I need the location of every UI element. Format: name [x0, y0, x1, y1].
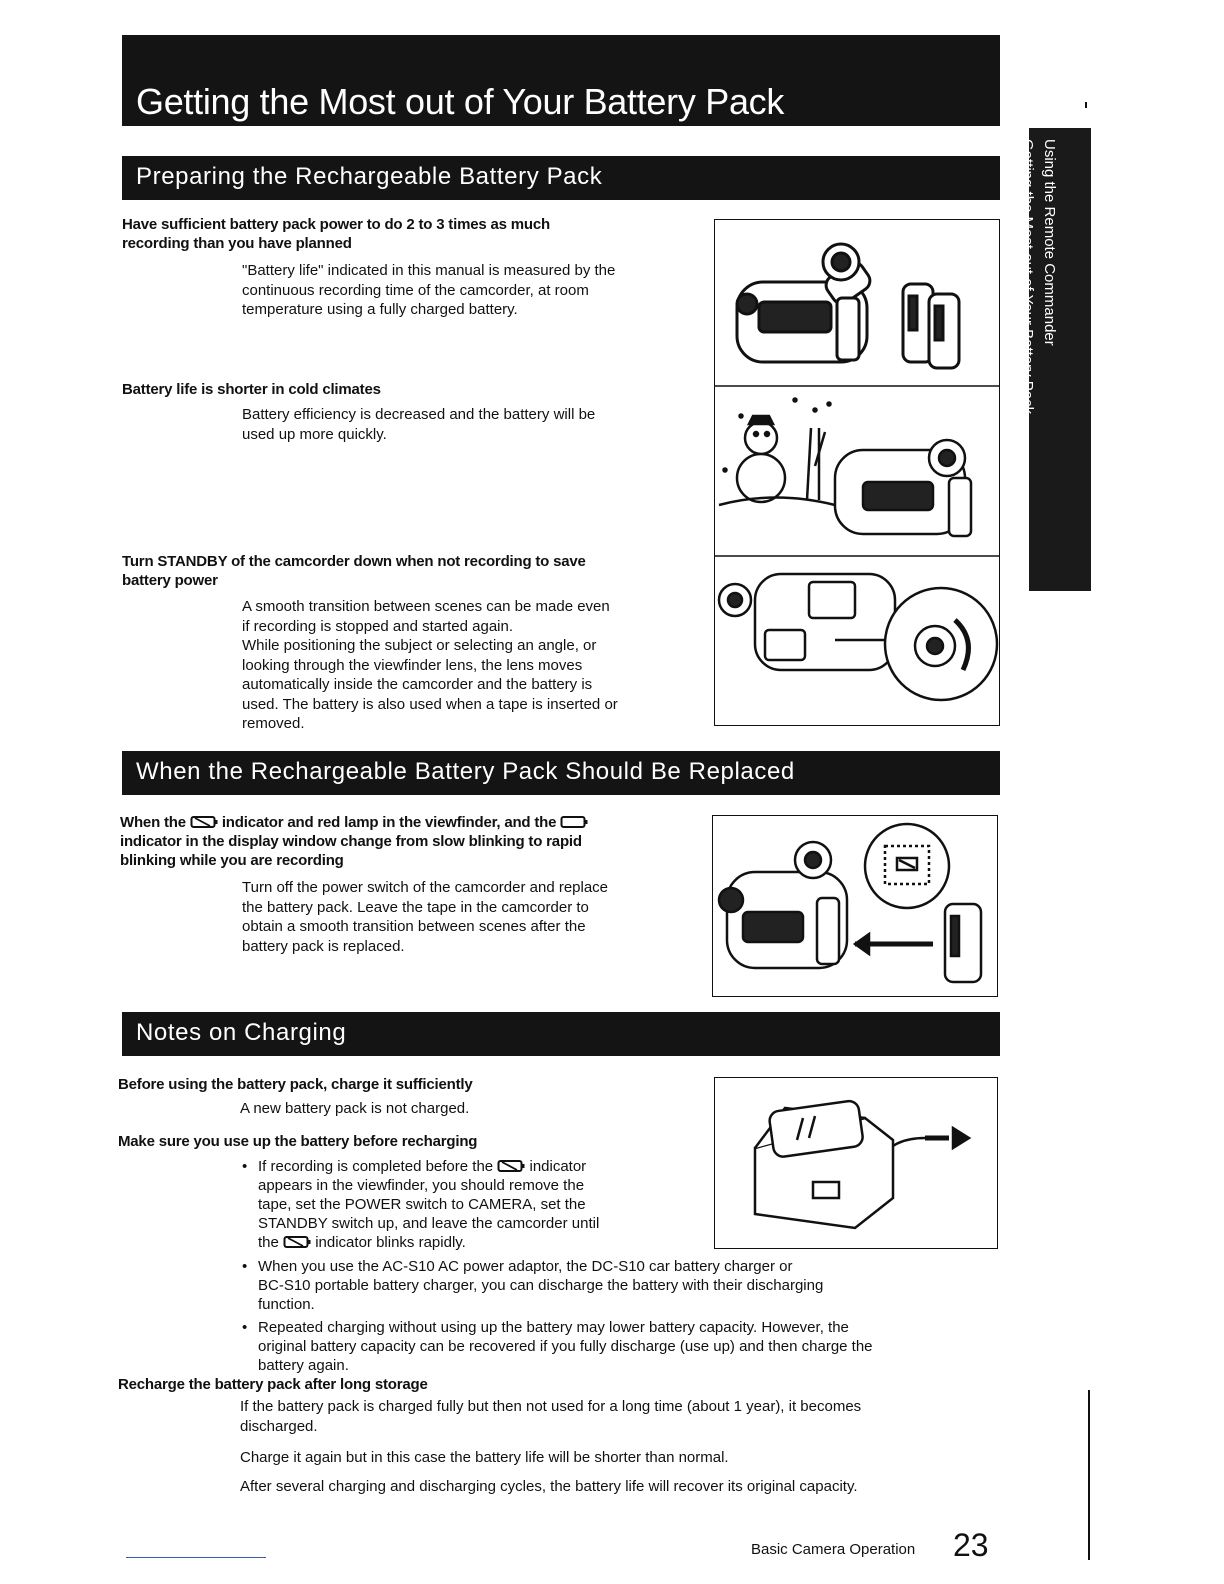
- page-title-bar: [122, 35, 1000, 126]
- charging-item1-title: Before using the battery pack, charge it sufficiently: [118, 1076, 473, 1093]
- battery-empty-icon: [283, 1235, 311, 1249]
- camcorder-with-batteries-icon: [737, 244, 959, 368]
- footer-label: Basic Camera Operation: [751, 1541, 916, 1558]
- margin-rule: [1088, 1390, 1090, 1560]
- battery-charger-illustration-icon: [755, 1100, 969, 1228]
- snowman-camcorder-icon: [719, 399, 971, 537]
- side-tab-line-2: Getting the Most out of Your Battery Pack: [1019, 139, 1036, 415]
- preparing-item2-title: Battery life is shorter in cold climates: [122, 381, 381, 398]
- page-title: Getting the Most out of Your Battery Pack: [136, 81, 785, 122]
- charging-para-2: Charge it again but in this case the battery life will be shorter than normal.: [240, 1449, 729, 1466]
- preparing-item2-body: Battery efficiency is decreased and the battery will be used up more quickly.: [242, 406, 596, 443]
- illustration-panel-charging: [714, 1077, 998, 1249]
- side-tab: [1019, 128, 1091, 591]
- preparing-item3-title: Turn STANDBY of the camcorder down when not recording to save battery power: [122, 553, 586, 589]
- standby-switch-illustration-icon: [719, 574, 997, 700]
- battery-empty-icon: [560, 815, 588, 829]
- page-number: 23: [953, 1527, 989, 1563]
- section-charging-heading: Notes on Charging: [136, 1019, 347, 1046]
- illustration-panel-replace: [712, 815, 998, 997]
- preparing-item3-body: A smooth transition between scenes can be made even if recording is stopped and started again. While positioning the subject or selecting an angle, or looking through the viewfinder lens, the lens moves automatically inside the camcorder and the battery is used. The battery is also used when a tape is inserted or removed.: [242, 598, 618, 732]
- side-tab-line-1: Using the Remote Commander: [1041, 139, 1058, 346]
- replace-body: Turn off the power switch of the camcorder and replace the battery pack. Leave the tape in the camcorder to obtain a smooth transition between scenes after the battery pack is replaced.: [242, 879, 609, 955]
- battery-replacement-illustration-icon: [719, 824, 981, 982]
- replace-title: When the indicator and red lamp in the viewfinder, and the indicator in the display window change from slow blinking to rapid blinking while you are recording: [120, 813, 588, 870]
- section-preparing-heading: Preparing the Rechargeable Battery Pack: [136, 163, 603, 190]
- battery-empty-icon: [497, 1159, 525, 1173]
- battery-empty-icon: [190, 815, 218, 829]
- charging-item1-body: A new battery pack is not charged.: [240, 1100, 470, 1117]
- illustration-panel-preparing: [714, 219, 1000, 726]
- section-charging-heading-bar: [122, 1012, 1000, 1056]
- section-replace-heading: When the Rechargeable Battery Pack Should Be Replaced: [136, 758, 795, 785]
- preparing-item1-body: "Battery life" indicated in this manual is measured by the continuous recording time of the camcorder, at room temperature using a fully charged battery.: [242, 262, 616, 318]
- charging-item3-title: Recharge the battery pack after long storage: [118, 1376, 428, 1393]
- preparing-item1-title: Have sufficient battery pack power to do 2 to 3 times as much recording than you have planned: [122, 216, 550, 252]
- charging-para-3: After several charging and discharging cycles, the battery life will recover its original capacity.: [240, 1478, 858, 1495]
- charging-item2-title: Make sure you use up the battery before recharging: [118, 1133, 478, 1150]
- section-replace-heading-bar: [122, 751, 1000, 795]
- margin-mark: [1085, 102, 1087, 108]
- margin-rule: [126, 1557, 266, 1558]
- section-preparing-heading-bar: [122, 156, 1000, 200]
- charging-item3-body: If the battery pack is charged fully but then not used for a long time (about 1 year), it becomes discharged.: [240, 1398, 862, 1435]
